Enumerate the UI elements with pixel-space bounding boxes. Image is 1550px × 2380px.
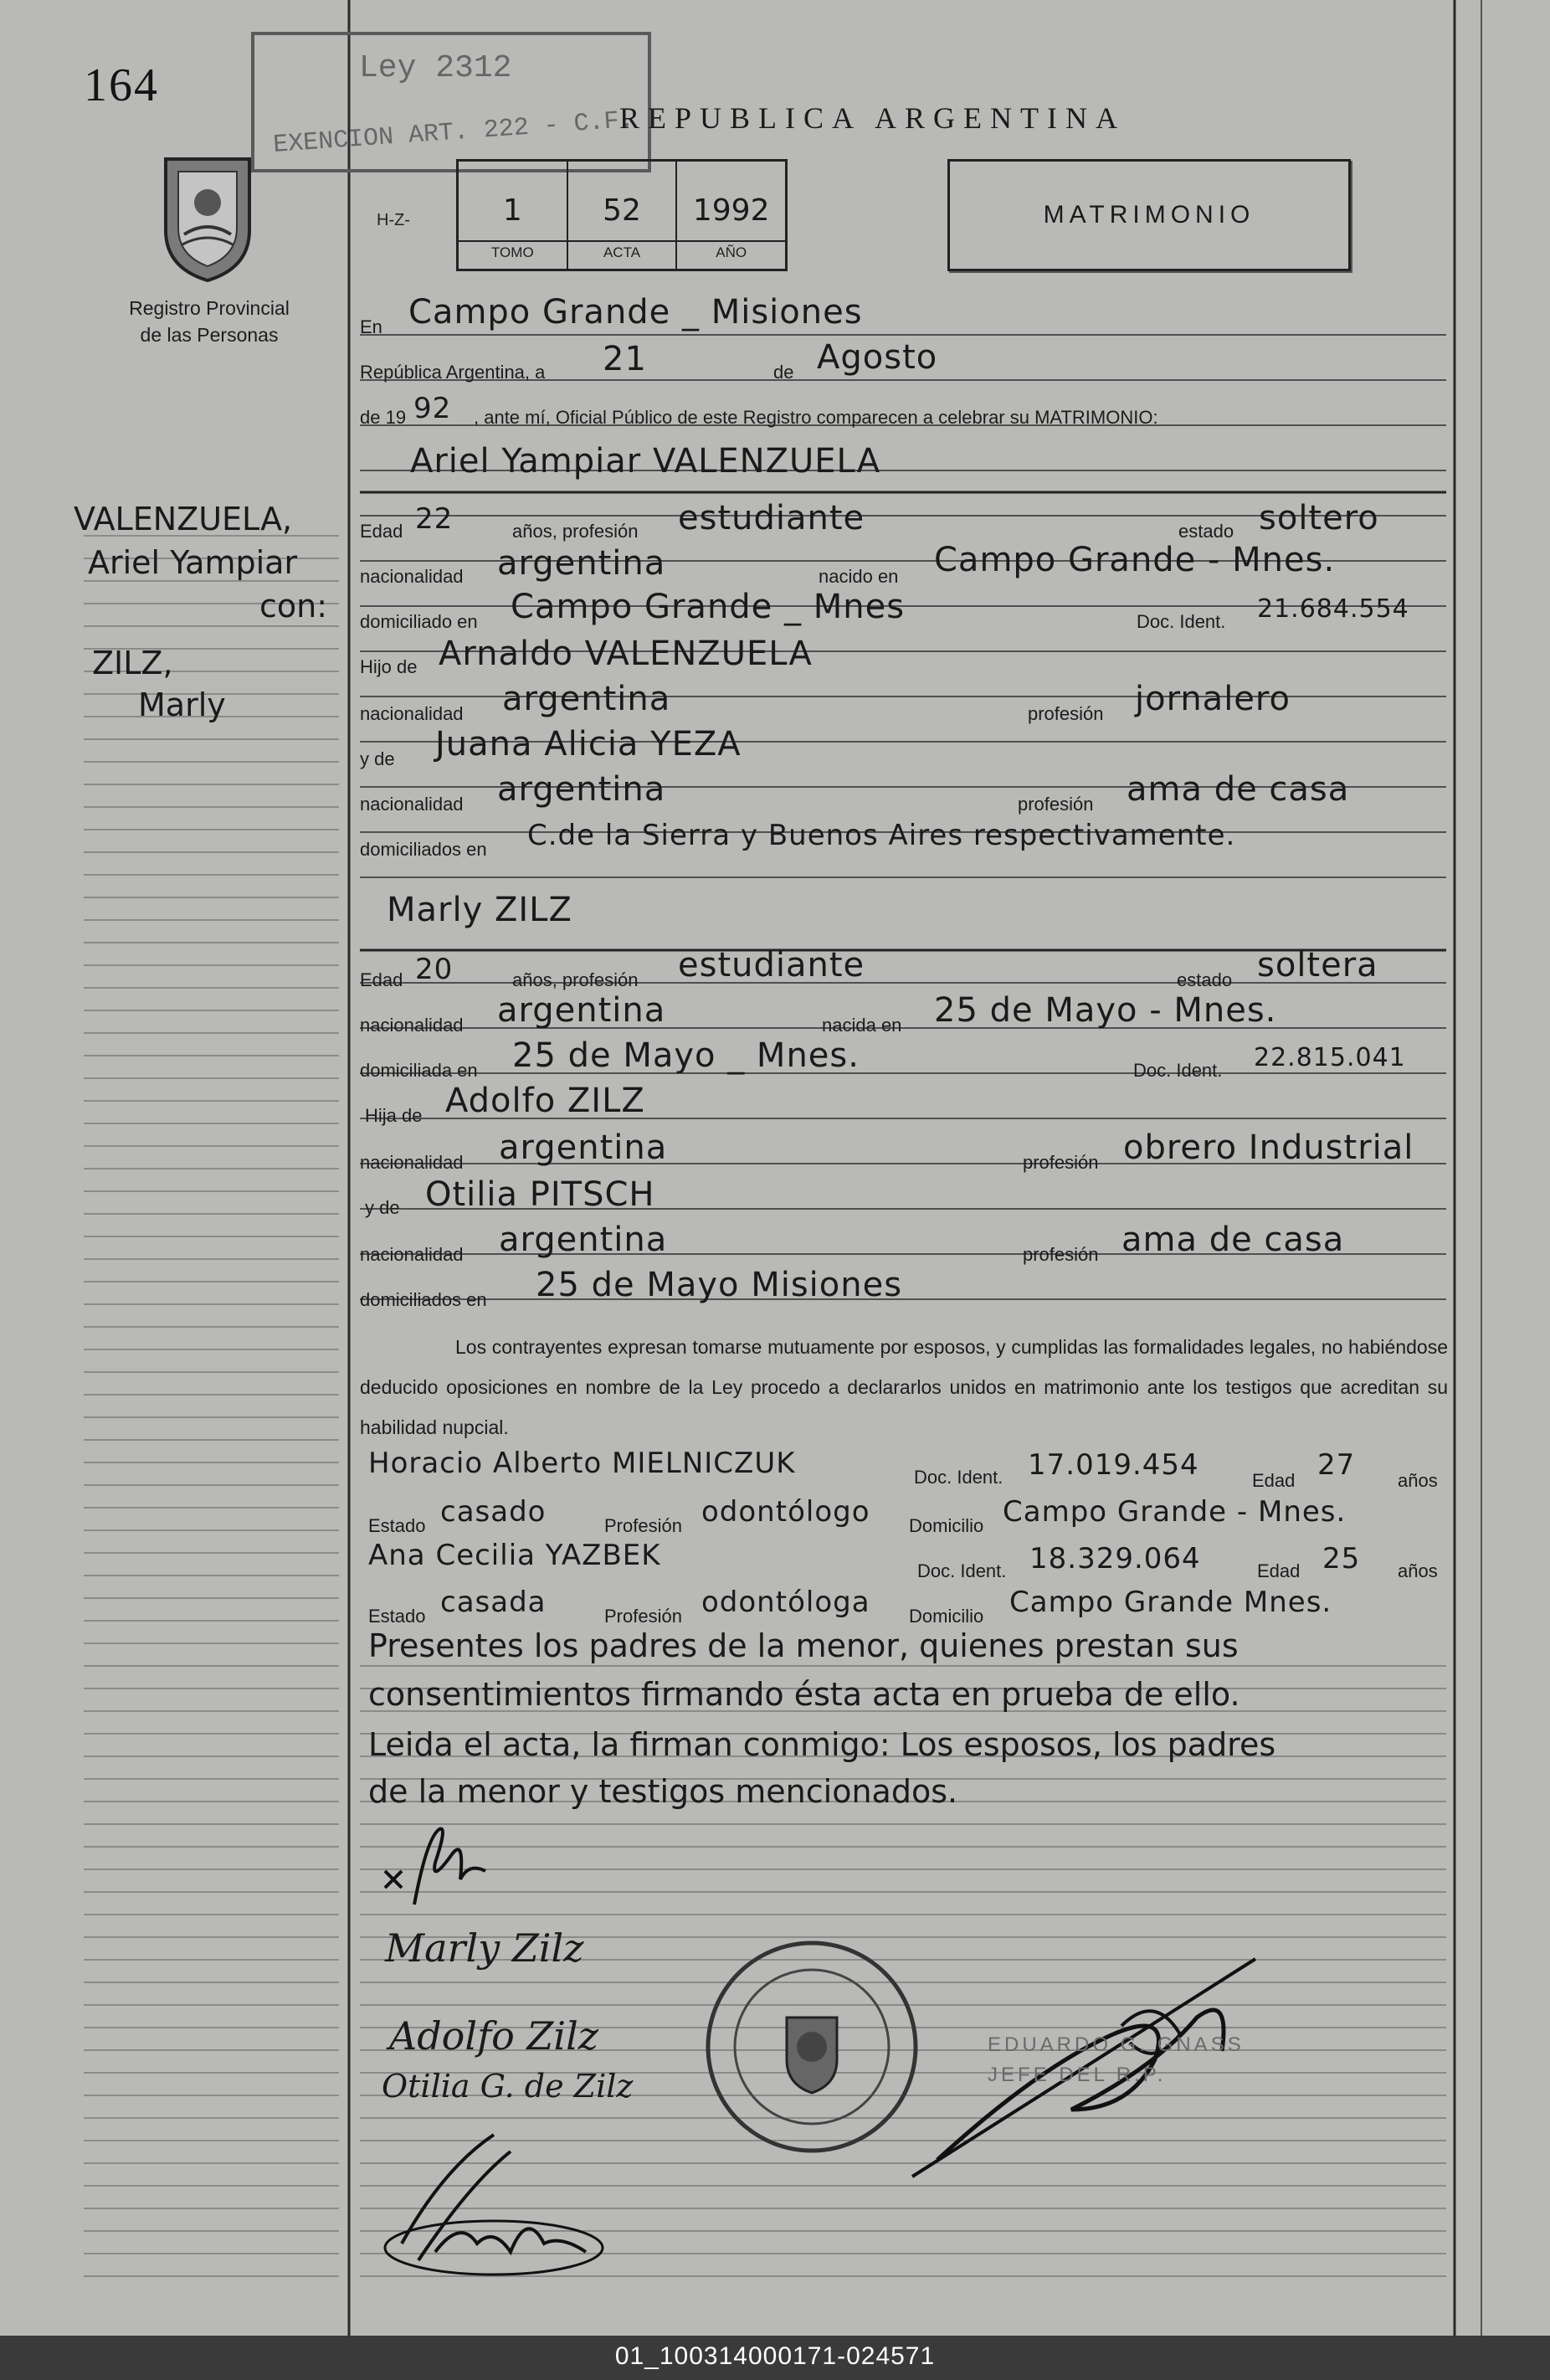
groom-doc: 21.684.554 (1257, 594, 1409, 624)
stamp-line-2: EXENCION ART. 222 - C.F. (272, 105, 635, 161)
official-stamp (988, 2030, 1245, 2090)
margin-line-1: VALENZUELA, (74, 501, 293, 537)
groom-parents-domicile: C.de la Sierra y Buenos Aires respectivamente. (527, 819, 1236, 852)
year-prefix: de 19 (360, 407, 407, 428)
remark-line-1: Presentes los padres de la menor, quienes prestan sus (368, 1627, 1239, 1664)
official-name: EDUARDO G. GNASS (988, 2033, 1245, 2056)
exemption-stamp (251, 32, 651, 172)
celebration-place: Campo Grande _ Misiones (408, 293, 863, 332)
bride-father-profession: obrero Industrial (1123, 1128, 1414, 1167)
groom-estado-label: estado (1178, 521, 1234, 542)
bride-signature: Marly Zilz (385, 1925, 584, 1971)
groom-doc-label: Doc. Ident. (1137, 611, 1226, 632)
witness-2-doc-label: Doc. Ident. (917, 1560, 1007, 1581)
margin-line-2: Ariel Yampiar (88, 544, 298, 581)
bride-domicile-label: domiciliada en (360, 1060, 478, 1081)
image-identifier: 01_100314000171-024571 (614, 2342, 936, 2370)
remark-line-4: de la menor y testigos mencionados. (368, 1773, 958, 1810)
witness-2-estado-label: Estado (368, 1606, 426, 1627)
bride-birthplace-label: nacida en (822, 1015, 902, 1036)
bride-mother-label: y de (365, 1197, 400, 1218)
groom-signature (368, 1804, 511, 1921)
witness-1-estado: casado (440, 1495, 547, 1529)
witness-1-domicile: Campo Grande - Mnes. (1003, 1495, 1347, 1529)
bride-edad-label: Edad (360, 969, 403, 990)
bride-mother-profession-label: profesión (1023, 1244, 1099, 1265)
witness-1-edad-label: Edad (1252, 1470, 1296, 1491)
groom-nationality: argentina (497, 544, 666, 583)
groom-anos-label: años, profesión (512, 521, 639, 542)
groom-estado: soltero (1259, 499, 1379, 537)
witness-1-age: 27 (1317, 1448, 1356, 1482)
tomo-cell (459, 162, 568, 269)
bride-mother: Otilia PITSCH (425, 1175, 655, 1214)
witness-2-anos-label: años (1398, 1560, 1438, 1581)
witness-1-anos-label: años (1398, 1470, 1438, 1491)
witness-2-edad-label: Edad (1257, 1560, 1301, 1581)
groom-father: Arnaldo VALENZUELA (439, 635, 813, 673)
bride-father-signature: Adolfo Zilz (389, 2013, 599, 2059)
republica-label: República Argentina, a (360, 362, 546, 383)
witness-1-profession: odontólogo (701, 1495, 870, 1529)
country-heading: REPUBLICA ARGENTINA (619, 101, 1127, 135)
bride-age: 20 (415, 953, 454, 986)
bride-birthplace: 25 de Mayo - Mnes. (934, 991, 1277, 1030)
groom-mother-profession-label: profesión (1018, 794, 1094, 815)
legal-statement: Los contrayentes expresan tomarse mutuamente por esposos, y cumplidas las formalidades legales, no habiéndose deducido oposiciones en nombre de la Ley procedo a declararlos unidos en matrimonio ante los testigos que acreditan su habilidad nupcial. (360, 1336, 1448, 1438)
groom-mother-nationality-label: nacionalidad (360, 794, 464, 815)
bride-mother-nationality: argentina (499, 1221, 668, 1259)
bride-domicile: 25 de Mayo _ Mnes. (512, 1036, 860, 1075)
bride-doc: 22.815.041 (1254, 1043, 1406, 1072)
bride-father: Adolfo ZILZ (445, 1082, 645, 1120)
bride-doc-label: Doc. Ident. (1133, 1060, 1223, 1081)
provincial-coat-of-arms (149, 151, 266, 285)
registration-prefix: H-Z- (377, 211, 410, 229)
groom-age: 22 (415, 502, 454, 536)
page-number: 164 (84, 59, 159, 111)
bride-mother-signature: Otilia G. de Zilz (382, 2068, 634, 2105)
groom-domicile-label: domiciliado en (360, 611, 478, 632)
groom-profession: estudiante (678, 499, 865, 537)
bride-anos-label: años, profesión (512, 969, 639, 990)
registration-box (456, 159, 788, 271)
margin-line-5: Marly (138, 686, 226, 723)
groom-birthplace: Campo Grande - Mnes. (934, 541, 1336, 579)
margin-line-3: con: (259, 588, 328, 625)
bride-mother-nationality-label: nacionalidad (360, 1244, 464, 1265)
bride-parents-domicile-label: domiciliados en (360, 1289, 487, 1310)
bride-nationality: argentina (497, 991, 666, 1030)
groom-father-nationality: argentina (502, 680, 671, 718)
intro-statement: , ante mí, Oficial Público de este Registro comparecen a celebrar su MATRIMONIO: (474, 407, 1158, 428)
tomo-value: 1 (502, 193, 522, 228)
acta-caption: ACTA (568, 240, 676, 264)
remark-line-2: consentimientos firmando ésta acta en prueba de ello. (368, 1676, 1240, 1713)
bride-father-label: Hija de (365, 1105, 423, 1126)
witness-1-dom-label: Domicilio (909, 1515, 984, 1536)
bride-nationality-label: nacionalidad (360, 1015, 464, 1036)
witness-1-doc-label: Doc. Ident. (914, 1467, 1003, 1488)
acta-cell (568, 162, 678, 269)
bride-father-profession-label: profesión (1023, 1152, 1099, 1173)
celebration-month: Agosto (817, 338, 938, 377)
witness-2-profession: odontóloga (701, 1586, 870, 1619)
witness-2-name: Ana Cecilia YAZBEK (368, 1539, 661, 1572)
bride-profession: estudiante (678, 946, 865, 984)
groom-nationality-label: nacionalidad (360, 566, 464, 587)
anio-caption: AÑO (677, 240, 785, 264)
groom-mother-label: y de (360, 748, 395, 769)
witness-2-prof-label: Profesión (604, 1606, 682, 1627)
bride-father-nationality-label: nacionalidad (360, 1152, 464, 1173)
de-label: de (773, 362, 794, 383)
bride-father-nationality: argentina (499, 1128, 668, 1167)
groom-father-label: Hijo de (360, 656, 418, 677)
bride-estado-label: estado (1177, 969, 1233, 990)
witness-signatures (368, 2118, 653, 2285)
celebration-day: 21 (603, 340, 647, 378)
groom-mother: Juana Alicia YEZA (435, 725, 742, 763)
margin-line-4: ZILZ, (92, 645, 173, 681)
celebration-year: 92 (413, 392, 452, 425)
official-seal (699, 1934, 925, 2160)
witness-2-estado: casada (440, 1586, 547, 1619)
anio-cell (677, 162, 785, 269)
groom-birthplace-label: nacido en (819, 566, 899, 587)
groom-edad-label: Edad (360, 521, 403, 542)
issuer-line-1: Registro Provincial (129, 297, 290, 319)
bride-name: Marly ZILZ (387, 891, 572, 929)
groom-parents-domicile-label: domiciliados en (360, 839, 487, 860)
witness-2-dom-label: Domicilio (909, 1606, 984, 1627)
bride-mother-profession: ama de casa (1121, 1221, 1345, 1259)
witness-1-estado-label: Estado (368, 1515, 426, 1536)
witness-1-name: Horacio Alberto MIELNICZUK (368, 1447, 796, 1480)
groom-father-profession: jornalero (1135, 680, 1291, 718)
remark-line-3: Leida el acta, la firman conmigo: Los esposos, los padres (368, 1726, 1276, 1763)
en-label: En (360, 316, 382, 337)
record-type-box: MATRIMONIO (947, 159, 1351, 271)
acta-value: 52 (603, 193, 641, 228)
groom-domicile: Campo Grande _ Mnes (511, 588, 906, 626)
groom-father-nationality-label: nacionalidad (360, 703, 464, 724)
witness-1-prof-label: Profesión (604, 1515, 682, 1536)
groom-name: Ariel Yampiar VALENZUELA (410, 442, 881, 481)
issuer-line-2: de las Personas (140, 324, 279, 346)
witness-1-doc: 17.019.454 (1028, 1448, 1199, 1482)
groom-mother-profession: ama de casa (1127, 770, 1350, 809)
witness-2-doc: 18.329.064 (1029, 1542, 1201, 1576)
anio-value: 1992 (692, 193, 770, 228)
groom-father-profession-label: profesión (1028, 703, 1104, 724)
witness-2-age: 25 (1322, 1542, 1361, 1576)
official-title: JEFE DEL R.P. (988, 2064, 1167, 2086)
issuer-name (84, 295, 335, 348)
stamp-line-1: Ley 2312 (359, 50, 512, 86)
bride-parents-domicile: 25 de Mayo Misiones (536, 1266, 903, 1304)
witness-2-domicile: Campo Grande Mnes. (1009, 1586, 1332, 1619)
groom-mother-nationality: argentina (497, 770, 666, 809)
tomo-caption: TOMO (459, 240, 567, 264)
bride-estado: soltera (1257, 946, 1378, 984)
